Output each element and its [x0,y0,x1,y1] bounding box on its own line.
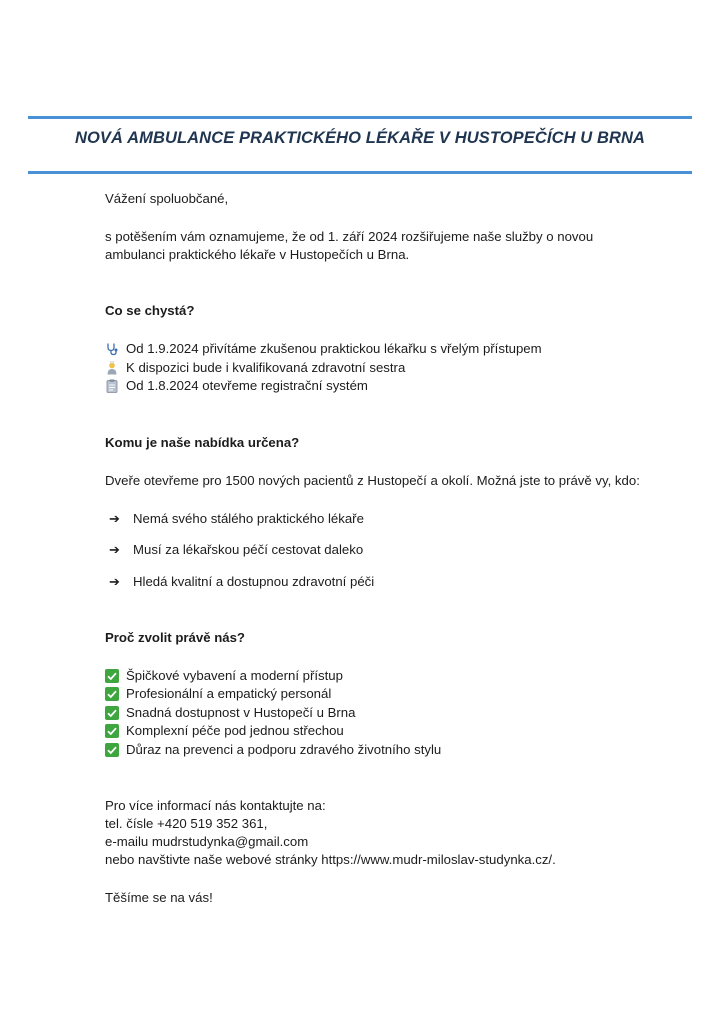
arrow-right-icon: ➔ [109,542,120,557]
why-item-text: Komplexní péče pod jednou střechou [126,723,344,739]
top-rule [28,116,692,119]
clipboard-icon [105,379,119,393]
why-item-text: Snadná dostupnost v Hustopečí u Brna [126,704,356,720]
bottom-rule [28,171,692,174]
plans-heading: Co se chystá? [105,303,195,318]
audience-item-text: Musí za lékařskou péčí cestovat daleko [133,542,364,557]
plans-item-text: K dispozici bude i kvalifikovaná zdravotní sestra [126,359,406,375]
plans-item [105,359,645,378]
check-mark-icon [105,706,119,720]
plans-item-text: Od 1.8.2024 otevřeme registrační systém [126,378,368,394]
contact-web: nebo navštivte naše webové stránky https://www.mudr-miloslav-studynka.cz/. [105,852,556,867]
why-list [105,667,645,760]
why-heading: Proč zvolit právě nás? [105,629,245,645]
audience-item-text: Nemá svého stálého praktického lékaře [133,510,364,526]
audience-list [105,510,645,591]
plans-item [105,377,645,396]
check-mark-icon [105,687,119,701]
audience-item [105,541,645,559]
audience-heading: Komu je naše nabídka určena? [105,434,300,450]
why-item [105,704,645,723]
plans-item-text: Od 1.9.2024 přivítáme zkušenou praktickou lékařku s vřelým přístupem [126,341,542,357]
why-item-text: Špičkové vybavení a moderní přístup [126,667,343,683]
stethoscope-icon [105,342,119,356]
why-item [105,741,645,760]
contact-block [105,797,645,869]
why-item-text: Důraz na prevenci a podporu zdravého životního stylu [126,741,442,757]
why-item [105,685,645,704]
contact-email: e-mailu mudrstudynka@gmail.com [105,834,309,849]
intro-paragraph: s potěšením vám oznamujeme, že od 1. září 2024 rozšiřujeme naše služby o novou ambulanci praktického lékaře v Hustopečích u Brna. [105,229,594,262]
audience-paragraph: Dveře otevřeme pro 1500 nových pacientů z Hustopečí a okolí. Možná jste to právě vy, kdo: [105,472,640,488]
audience-item [105,573,645,591]
check-mark-icon [105,669,119,683]
why-item [105,722,645,741]
arrow-right-icon: ➔ [109,573,120,589]
greeting: Vážení spoluobčané, [105,191,229,206]
audience-item-text: Hledá kvalitní a dostupnou zdravotní péči [133,573,375,589]
letter-body [105,190,645,907]
plans-list [105,340,645,396]
page-title: NOVÁ AMBULANCE PRAKTICKÉHO LÉKAŘE V HUSTOPEČÍCH U BRNA [74,129,646,147]
plans-item [105,340,645,359]
contact-phone: tel. čísle +420 519 352 361, [105,816,268,831]
audience-item [105,510,645,528]
arrow-right-icon: ➔ [109,510,120,526]
nurse-icon [105,361,119,375]
closing: Těšíme se na vás! [105,890,213,905]
check-mark-icon [105,743,119,757]
why-item [105,667,645,686]
why-item-text: Profesionální a empatický personál [126,686,332,702]
contact-intro: Pro více informací nás kontaktujte na: [105,798,326,813]
check-mark-icon [105,724,119,738]
